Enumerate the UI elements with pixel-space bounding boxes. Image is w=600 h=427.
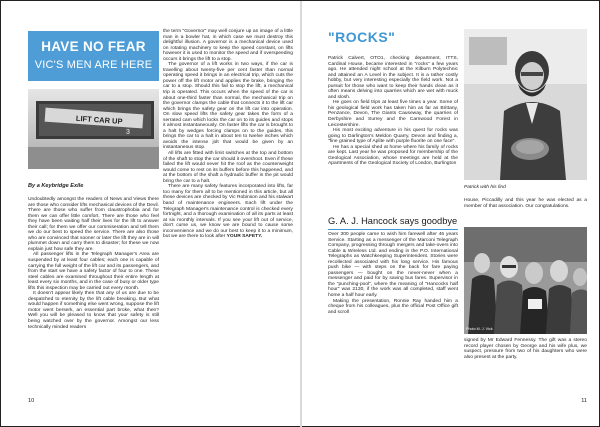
farewell-group-photo — [464, 227, 587, 334]
hancock-article-column — [328, 232, 458, 315]
paragraph: House, Piccadilly and this year he was elected as a member of that association. Our congratulations. — [464, 198, 587, 209]
left-page — [1, 1, 300, 427]
photo-caption: Patrick with his find — [464, 185, 506, 190]
page-number-right: 11 — [581, 398, 587, 404]
paragraph: He goes on field trips at least five times a year. Some of his geological field work has taken him as far as Brittany, Penzance, Devon, The Giants Causeway, the quarries of Derbyshire and Surrey and the Carnwood Forest in Leicestershire. — [328, 100, 458, 128]
photo-sign-text: LIFT CAR UP — [75, 113, 123, 126]
portrait-illustration — [464, 29, 587, 180]
article-column-1 — [28, 197, 159, 330]
paragraph: signed by Mr Edward Fennessy. The gift was a stereo record player chosen by George and his wife plus, we suspect, pressure from two of his daughters who were also present at the party. — [464, 338, 587, 360]
group-illustration — [464, 227, 587, 334]
paragraph: Undoubtedly amongst the readers of News and Views there are those who consider lifts mechanical devices of the Devil. There are those who suffer from claustrophobia and for them we can offer little comfort. There are those who feel they have been waiting half their lives for the lift to answer their call; for them we offer our commiseration and tell them we do our best to speed the service. There are also those who are convinced that sooner or later the lift they are in will plummet down and carry them to disaster; for these we now explain just how safe they are. — [28, 197, 159, 252]
paragraph: All passenger lifts in the Telegraph Manager's Area are suspended by at least four cables; each one is capable of carrying the full weight of the lift car and its passengers, and from the start we have a safety factor of four to one. These steel cables are examined throughout their entire length at least every six months, and in the case of busy or older type lifts this inspection may be carried out every month. — [28, 252, 159, 291]
lift-sign-photo — [28, 89, 159, 169]
paragraph: The governor of a lift works in two ways, if the car is travelling about twenty-five per cent faster than normal operating speed it brings in an electrical trip, which cuts the power off the lift motor and applies the brake, bringing the car to a stop. Should this fail to stop the lift, a mechanical trip is operated. This occurs when the speed of the car is about one-third faster than normal, the mechanical trip on the governor clamps the cable that connects it to the lift car which brings the safety gear on the lift car into operation. On slow speed lifts the safety gear takes the form of a serrated cam which locks the car on to its guides and stops it almost instantaneously. On faster lifts the car is brought to a halt by wedges forcing clamps on to the guides, this brings the car to a halt in about ten to twelve inches which avoids the intense jolt that would be given by an instantaneous stop. — [163, 62, 293, 151]
lift-sign-illustration — [28, 89, 159, 169]
paragraph: the term "Governor" may well conjure up an image of a little man in a bowler hat, in which case we must destroy this delightful illusion. A governor is a mechanical device used on rotating machinery to keep the speed constant, on lifts however it is used to monitor the speed and if overspeeding occurs it brings the lift to a stop. — [163, 29, 293, 62]
article-column-2 — [163, 29, 293, 240]
page-number-left: 10 — [28, 398, 35, 404]
hancock-continued — [464, 338, 587, 360]
paragraph: All lifts are fitted with limit switches at the top and bottom of the shaft to stop the car should it overshoot. Even if these failed the lift would never hit the roof as the counterweight would come to rest on its buffers before this happened, and at the bottom of the shaft a hydraulic buffer in the pit would bring the car to a halt. — [163, 151, 293, 184]
paragraph — [163, 184, 293, 239]
rocks-title: "ROCKS" — [328, 29, 396, 45]
photo-credit: Photo M. J. Vick — [466, 327, 493, 331]
headline-subtitle: VIC'S MEN ARE HERE — [34, 59, 153, 71]
patrick-photo — [464, 29, 587, 180]
your-safety-text: YOUR SAFETY. — [226, 234, 263, 240]
headline-title: HAVE NO FEAR — [41, 39, 146, 54]
paragraph: Making the presentation, Ronnie Ray handed him a cheque from his colleagues, plus the official Post Office gift and scroll — [328, 298, 458, 315]
paragraph: His most exciting adventure in his quest for rocks was going to Darlington's Meldon Quarry, Devon and finding a, "fine grained type of Aplite with purple fluorite on one face". — [328, 128, 458, 145]
paragraph: He has a special shed at home where his family of rocks are kept. Last year he was proposed for membership of the Geological Association, whose meetings are held at the Apartments of the Geological Society of London, Burlington — [328, 144, 458, 167]
paragraph: Patrick Calvert, OTO1, checking department, ITTS, Cardinal House, became interested in "rocks" a few years ago. He attended night school at the Kilburn Polytechnic and attained an A Level in the subject. It is a rather costly hobby, but very interesting especially the field work. Not a pursuit for those who want to keep their hands clean as it often means delving into quarries which are wet with muck and slosh. — [328, 56, 458, 100]
rocks-continued — [464, 198, 587, 209]
paragraph: Over 300 people came to wish him farewell after 46 years Service. Starting as a messenger of the Marconi Telegraph Company, progressing through mergers and take-overs into Cable & Wireless Ltd. and ending in the P.O. International Telegraphs as Watchkeeping Superintendent. Stories were recollected associated with his long service. His famous push bike — with steps on the back for fare paying passengers — bought on the never-never when a messenger and paid for by saving bus fares. Supervisor in the "punching-pool", where the meaning of "Hancocks half hour" was 2130, if the work was all completed, staff went home a half hour early. — [328, 232, 458, 299]
headline-banner — [28, 31, 159, 81]
hancock-title: G. A. J. Hancock says goodbye — [328, 216, 458, 226]
paragraph-text: There are many safety features incorporated into lifts, far too many for them all to be mentioned in this article, but all these devices are checked by Vic Robinson and his stalwart band of maintenance engineers. Each lift under the Telegraph Manager's maintenance control is checked every fortnight, and a thorough examination of all its parts at least at six monthly intervals. If you see your lift out of service, don't curse us, we know we are bound to cause some inconvenience and we do our best to keep it to a minimum, but we are there to look after — [163, 184, 293, 240]
rocks-article-column — [328, 56, 458, 167]
right-page — [302, 1, 600, 427]
title-rule — [328, 229, 458, 230]
paragraph: It doesn't appear likely then that any of us are due to be despatched to eternity by the lift cable breaking. But what would happen if something else went wrong, suppose the lift motor went berserk, an essential part broke, what then? Well you will be pleased to know that your safety is still being watched over by the governor. Amongst our less technically minded readers — [28, 291, 159, 330]
byline: By a Keybridge Exile — [28, 183, 84, 189]
photo-sign-number: 3 — [126, 129, 130, 136]
